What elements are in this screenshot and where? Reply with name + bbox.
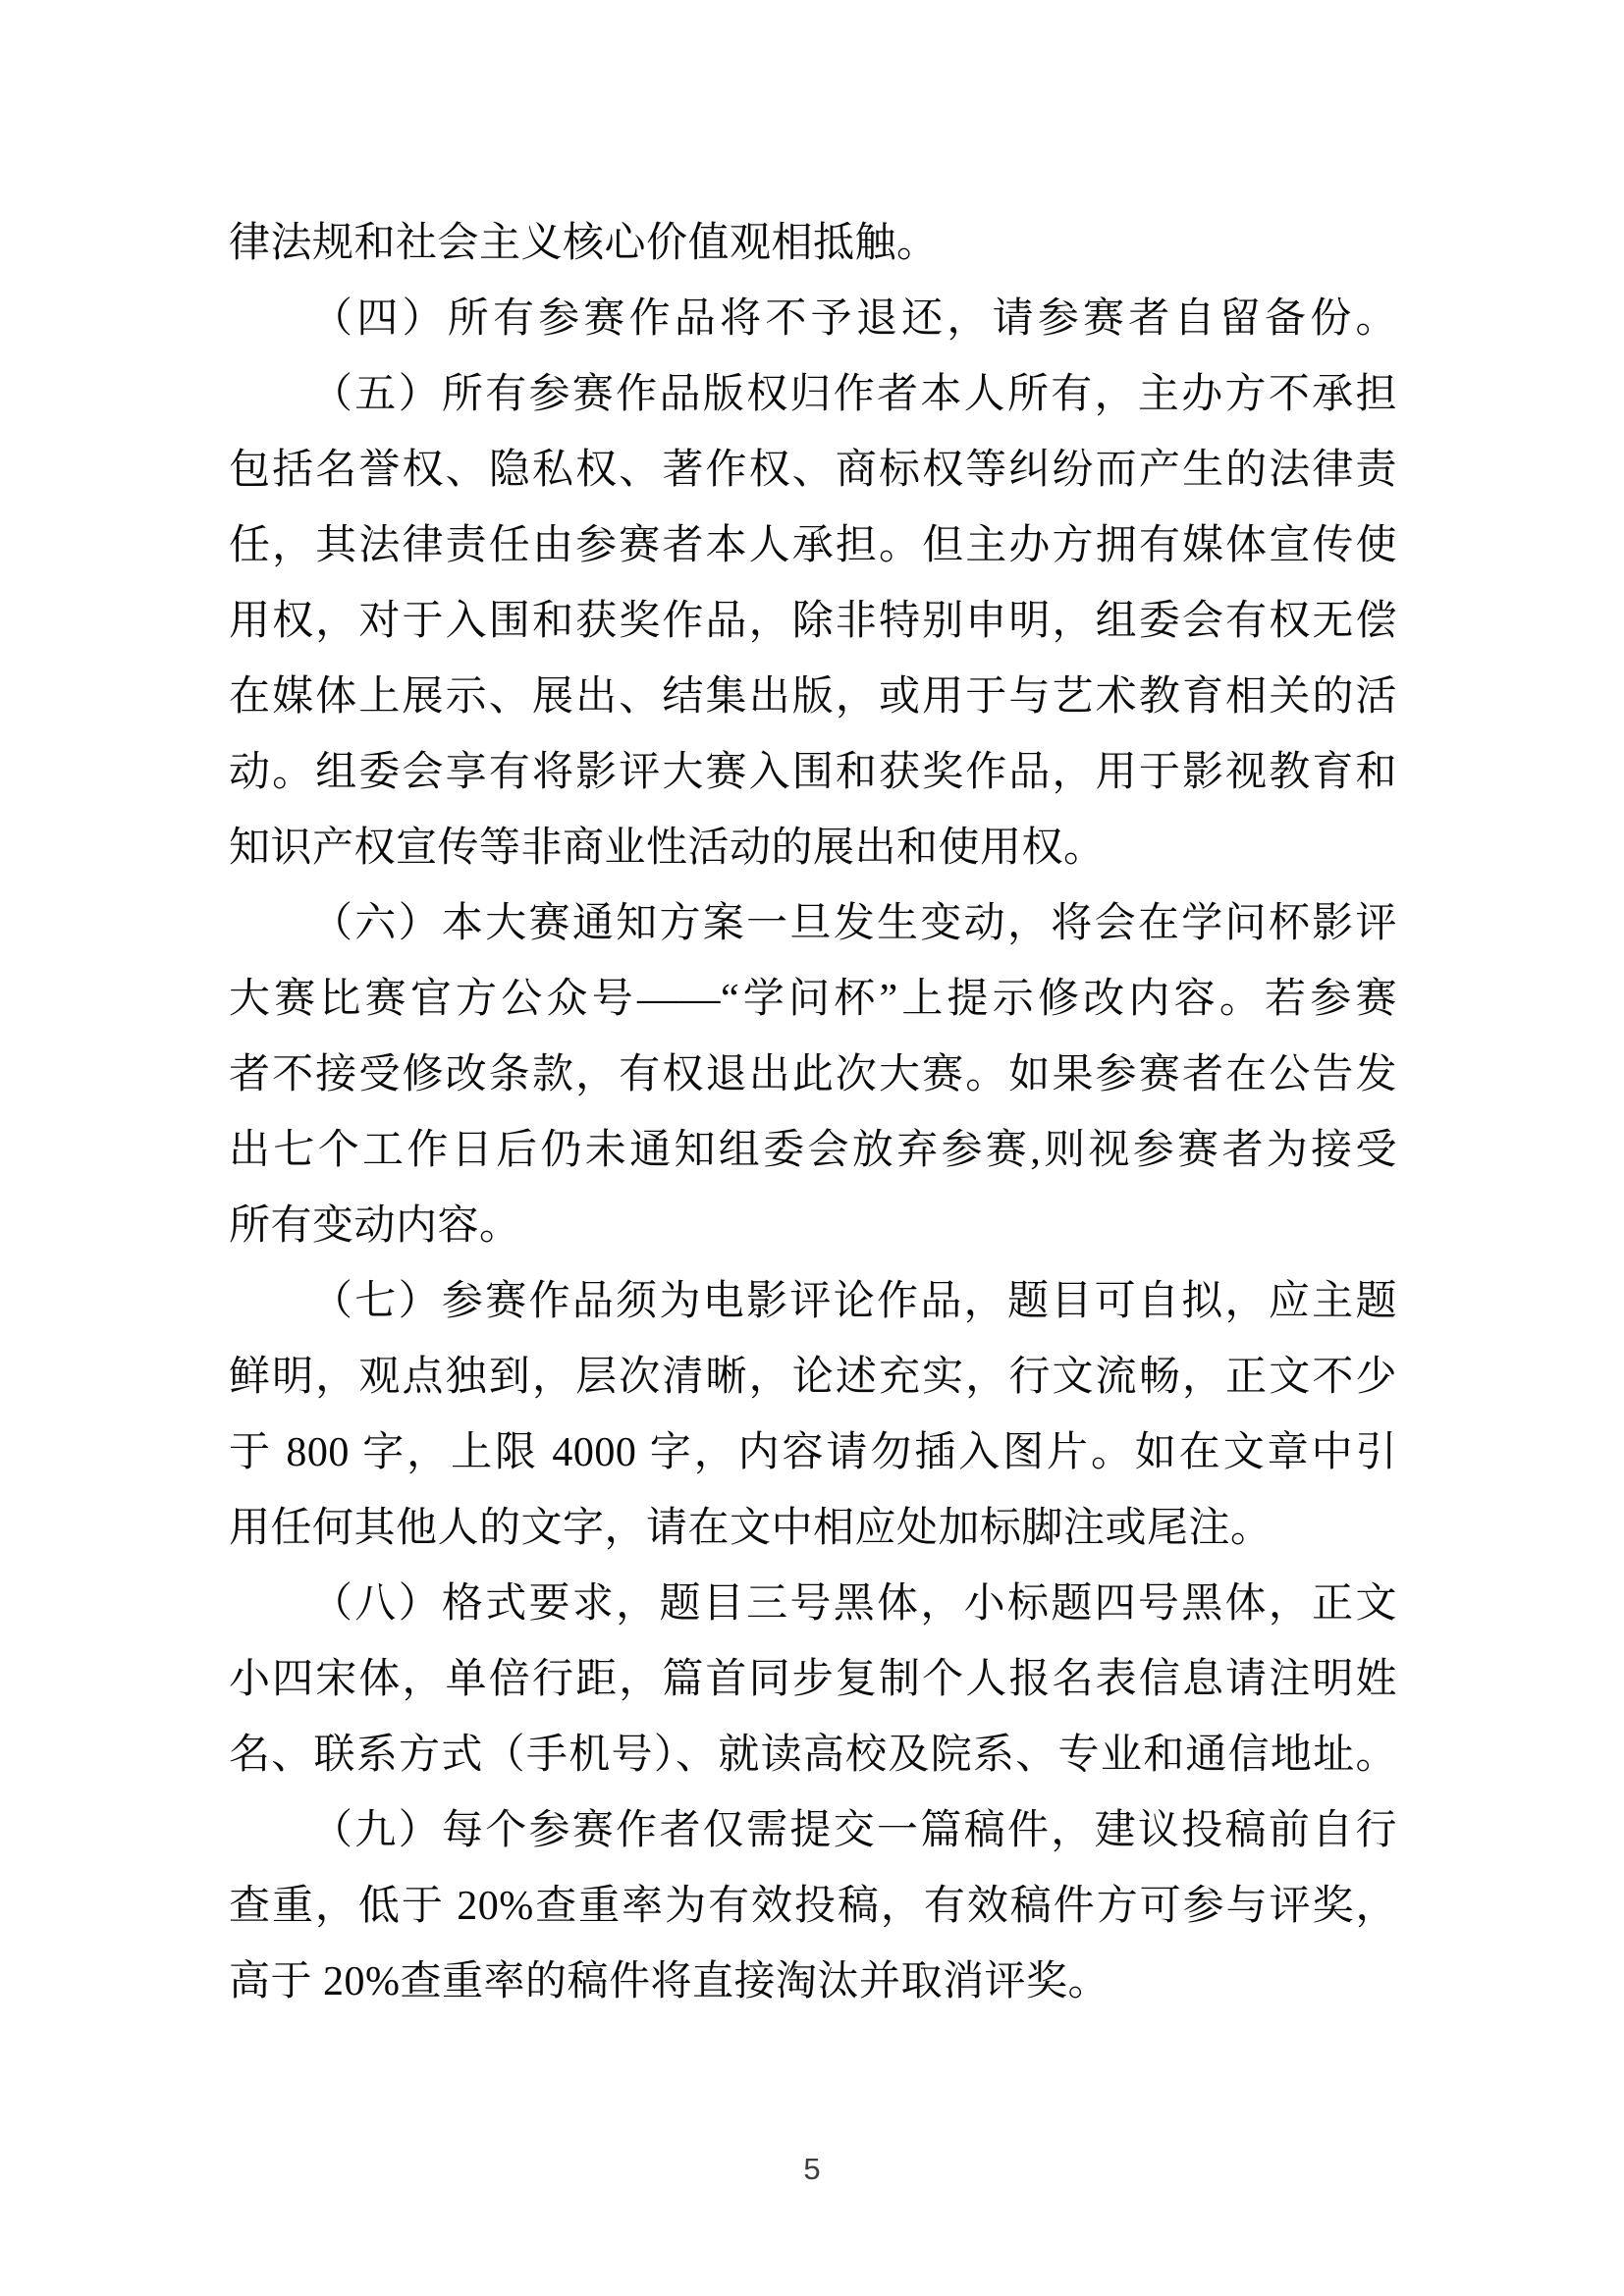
text-line: 者不接受修改条款，有权退出此次大赛。如果参赛者在公告发: [229, 1052, 1397, 1097]
text-line: 小四宋体，单倍行距，篇首同步复制个人报名表信息请注明姓: [229, 1657, 1397, 1702]
text-line: 任，其法律责任由参赛者本人承担。但主办方拥有媒体宣传使: [229, 523, 1397, 568]
text-line: 在媒体上展示、展出、结集出版，或用于与艺术教育相关的活: [229, 674, 1397, 720]
text-line: 律法规和社会主义核心价值观相抵触。: [229, 221, 939, 266]
text-line: （五）所有参赛作品版权归作者本人所有，主办方不承担: [311, 372, 1397, 417]
text-line: 出七个工作日后仍未通知组委会放弃参赛,则视参赛者为接受: [229, 1128, 1397, 1173]
text-line: （四）所有参赛作品将不予退还，请参赛者自留备份。: [311, 296, 1397, 342]
text-line: （九）每个参赛作者仅需提交一篇稿件，建议投稿前自行: [311, 1808, 1397, 1853]
text-line: 知识产权宣传等非商业性活动的展出和使用权。: [229, 826, 1106, 871]
page-number: 5: [803, 2152, 821, 2186]
page-footer: [0, 2150, 1624, 2189]
text-line: 于 800 字，上限 4000 字，内容请勿插入图片。如在文章中引: [229, 1430, 1397, 1475]
text-line: 高于 20%查重率的稿件将直接淘汰并取消评奖。: [229, 1959, 1110, 2004]
text-line: 动。组委会享有将影评大赛入围和获奖作品，用于影视教育和: [229, 750, 1397, 795]
text-line: 用任何其他人的文字，请在文中相应处加标脚注或尾注。: [229, 1506, 1272, 1551]
text-line: 用权，对于入围和获奖作品，除非特别申明，组委会有权无偿: [229, 599, 1397, 644]
text-line: （七）参赛作品须为电影评论作品，题目可自拟，应主题: [311, 1279, 1397, 1324]
text-line: （八）格式要求，题目三号黑体，小标题四号黑体，正文: [311, 1581, 1397, 1627]
text-line: 鲜明，观点独到，层次清晰，论述充实，行文流畅，正文不少: [229, 1355, 1397, 1400]
text-line: 所有变动内容。: [229, 1203, 521, 1249]
text-line: 包括名誉权、隐私权、著作权、商标权等纠纷而产生的法律责: [229, 448, 1397, 493]
text-line: 查重，低于 20%查重率为有效投稿，有效稿件方可参与评奖，: [229, 1884, 1397, 1929]
text-line: 大赛比赛官方公众号——“学问杯”上提示修改内容。若参赛: [229, 977, 1397, 1022]
document-body: [229, 206, 1397, 2020]
text-line: （六）本大赛通知方案一旦发生变动，将会在学问杯影评: [311, 901, 1397, 946]
text-line: 名、联系方式（手机号）、就读高校及院系、专业和通信地址。: [229, 1733, 1397, 1778]
